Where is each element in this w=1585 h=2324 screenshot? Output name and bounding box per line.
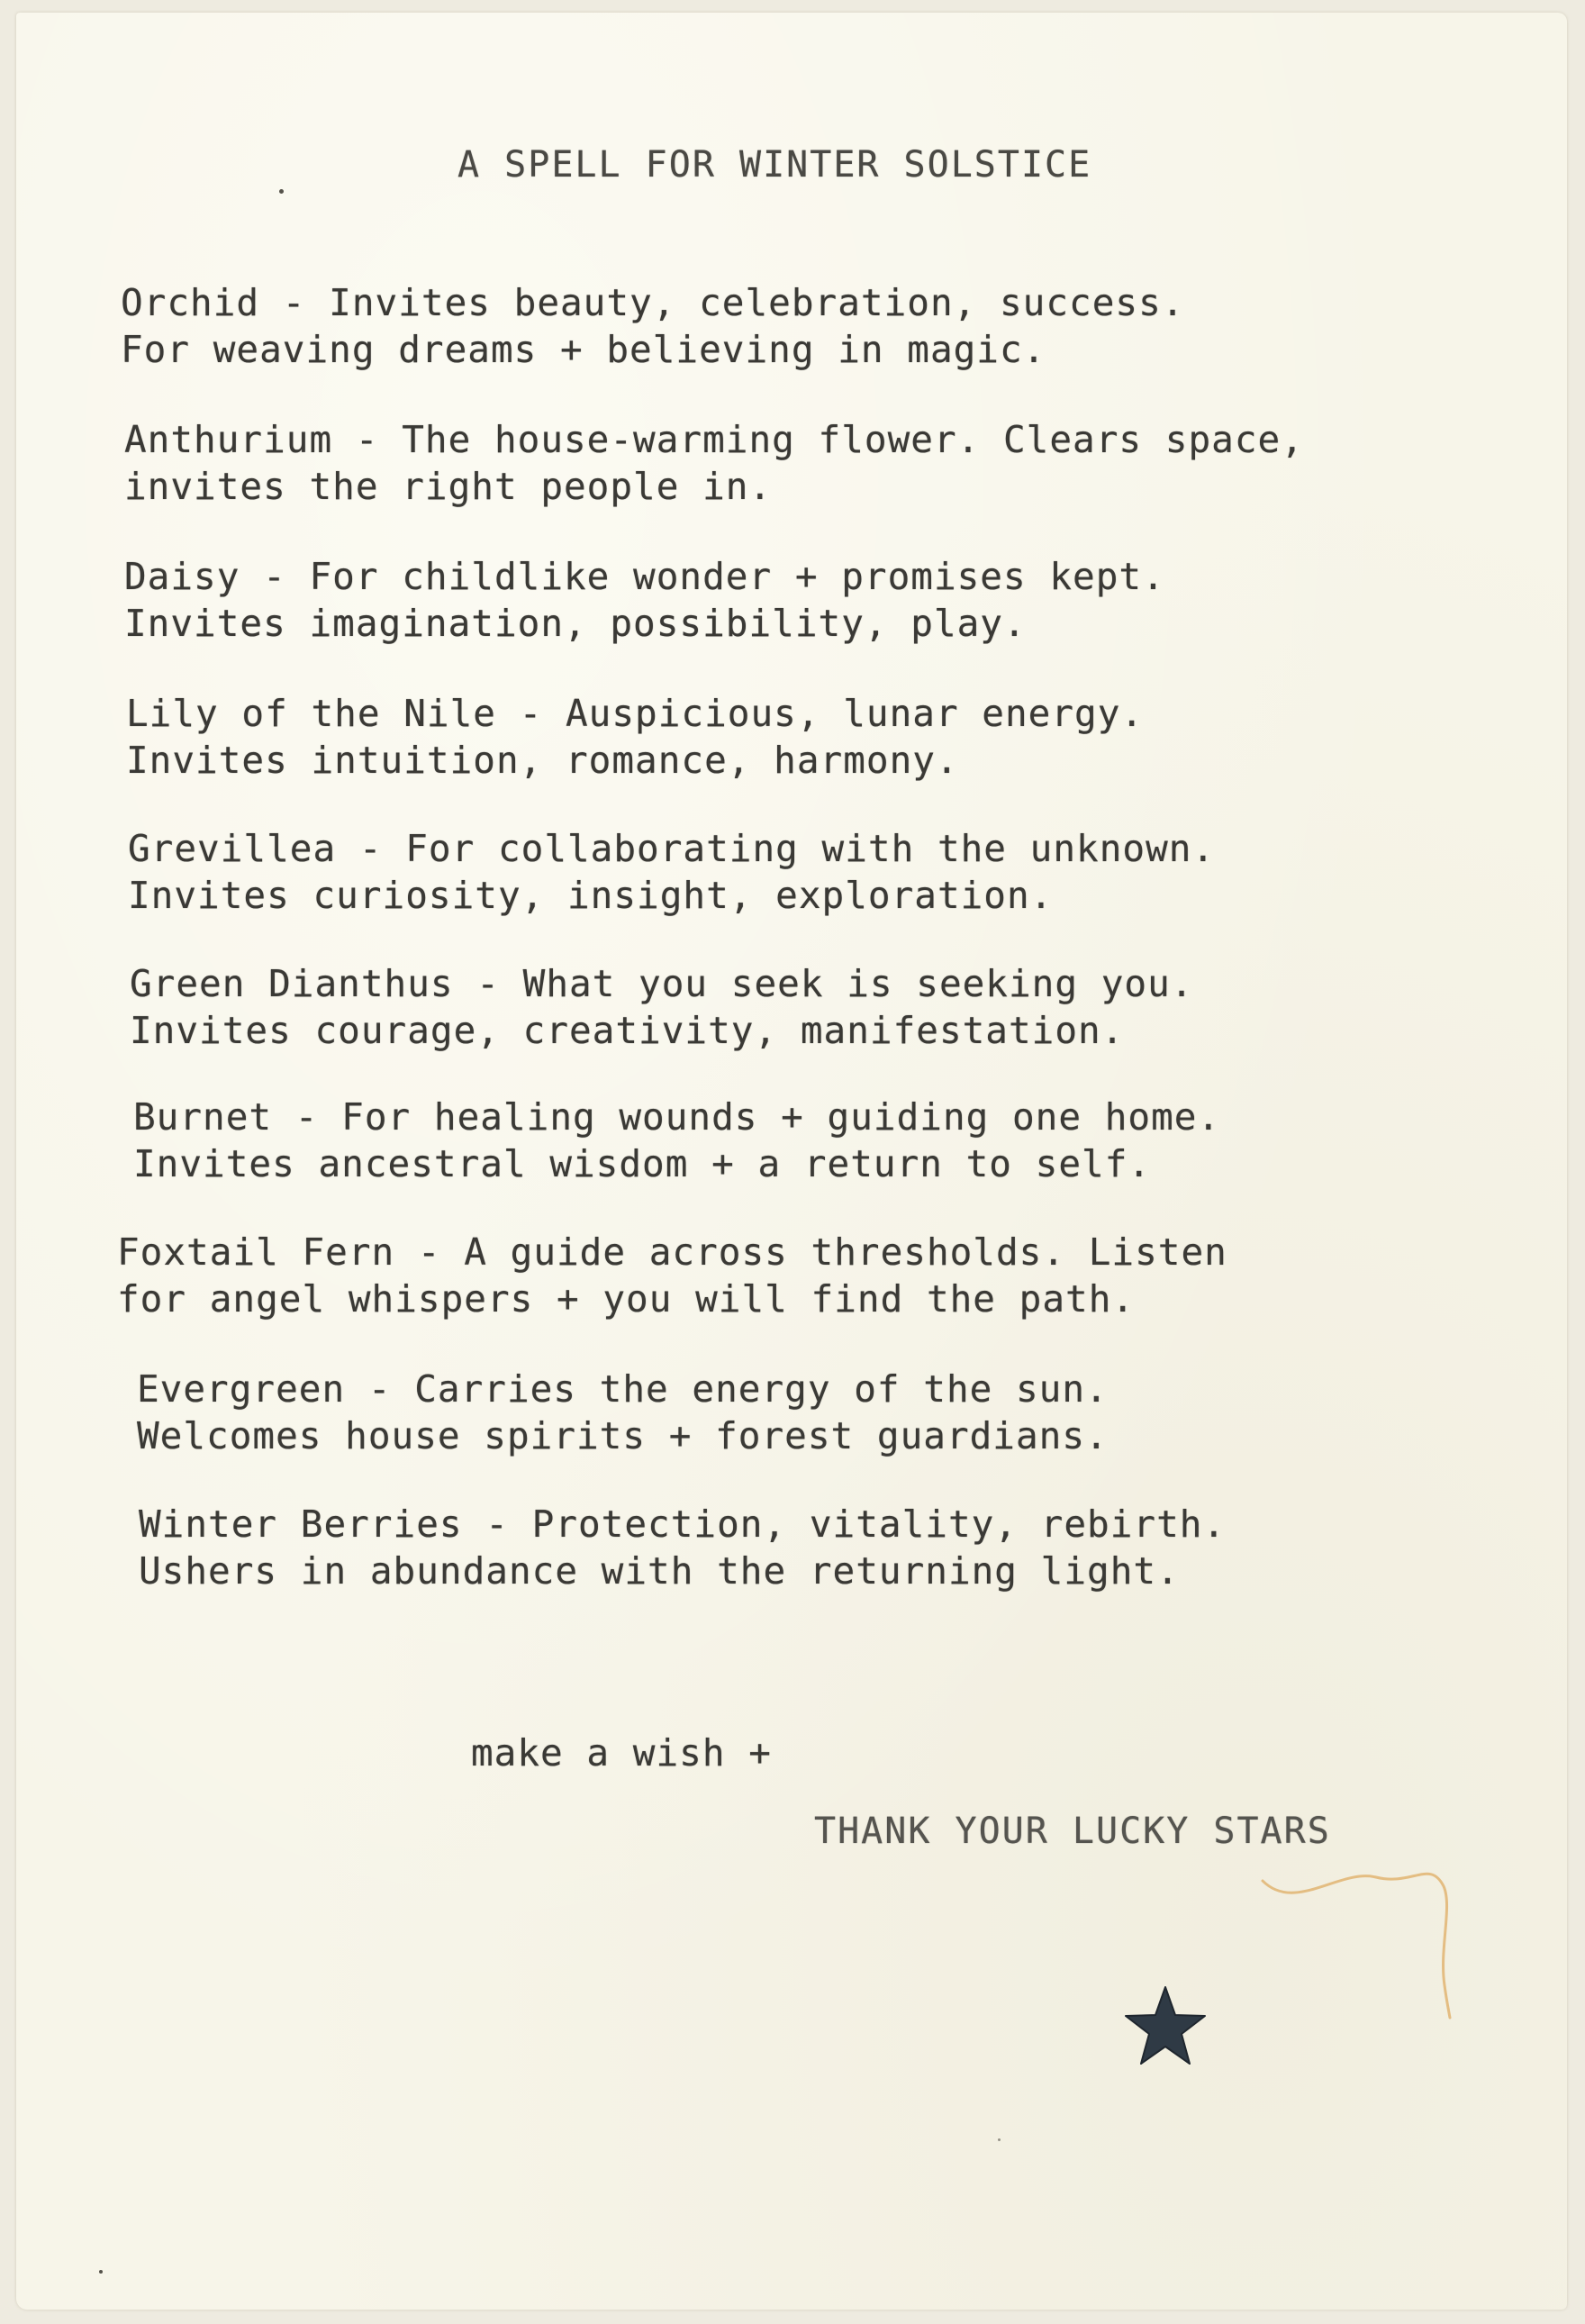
entry-line-1: Burnet - For healing wounds + guiding one home. (133, 1095, 1221, 1139)
entry-line-2: Invites courage, creativity, manifestation. (130, 1009, 1125, 1052)
entry-line-2: Invites curiosity, insight, exploration. (128, 874, 1054, 917)
entry-line-1: Daisy - For childlike wonder + promises kept. (124, 555, 1165, 598)
entry-foxtail-fern (117, 1229, 1227, 1322)
entry-orchid (121, 279, 1184, 373)
entry-line-1: Grevillea - For collaborating with the unknown. (128, 827, 1216, 870)
entry-line-1: Lily of the Nile - Auspicious, lunar energy. (126, 692, 1145, 735)
handmade-paper-card (16, 13, 1567, 2310)
entry-anthurium (124, 416, 1304, 510)
thank-your-lucky-stars-line: THANK YOUR LUCKY STARS (814, 1811, 1331, 1852)
spell-title: A SPELL FOR WINTER SOLSTICE (457, 144, 1092, 186)
entry-line-2: Invites ancestral wisdom + a return to self. (133, 1142, 1152, 1185)
ink-speck (279, 189, 284, 194)
entry-line-2: for angel whispers + you will find the path. (117, 1277, 1136, 1321)
make-a-wish-line: make a wish + (471, 1731, 772, 1775)
ink-speck (998, 2138, 1001, 2141)
entry-line-2: For weaving dreams + believing in magic. (121, 328, 1046, 371)
thread-strand (1259, 1850, 1466, 2021)
entry-line-2: Invites intuition, romance, harmony. (126, 739, 959, 782)
entry-evergreen (137, 1366, 1109, 1459)
ink-speck (99, 2270, 103, 2274)
entry-lily-of-the-nile (126, 690, 1144, 784)
entry-line-2: Ushers in abundance with the returning light. (139, 1549, 1180, 1593)
entry-line-1: Foxtail Fern - A guide across thresholds. Listen (117, 1230, 1227, 1274)
entry-line-2: invites the right people in. (124, 465, 773, 508)
entry-line-1: Evergreen - Carries the energy of the sun. (137, 1367, 1109, 1411)
entry-line-2: Invites imagination, possibility, play. (124, 602, 1027, 645)
entry-line-1: Winter Berries - Protection, vitality, rebirth. (139, 1502, 1227, 1546)
entry-line-2: Welcomes house spirits + forest guardians. (137, 1414, 1109, 1457)
entry-daisy (124, 553, 1165, 647)
entry-burnet (133, 1094, 1220, 1187)
entry-winter-berries (139, 1501, 1226, 1594)
entry-line-1: Anthurium - The house-warming flower. Clears space, (124, 418, 1304, 461)
star-icon (1120, 1982, 1210, 2072)
entry-green-dianthus (130, 960, 1193, 1054)
entry-line-1: Green Dianthus - What you seek is seeking you. (130, 962, 1194, 1005)
entry-grevillea (128, 825, 1215, 919)
entry-line-1: Orchid - Invites beauty, celebration, success. (121, 281, 1185, 324)
